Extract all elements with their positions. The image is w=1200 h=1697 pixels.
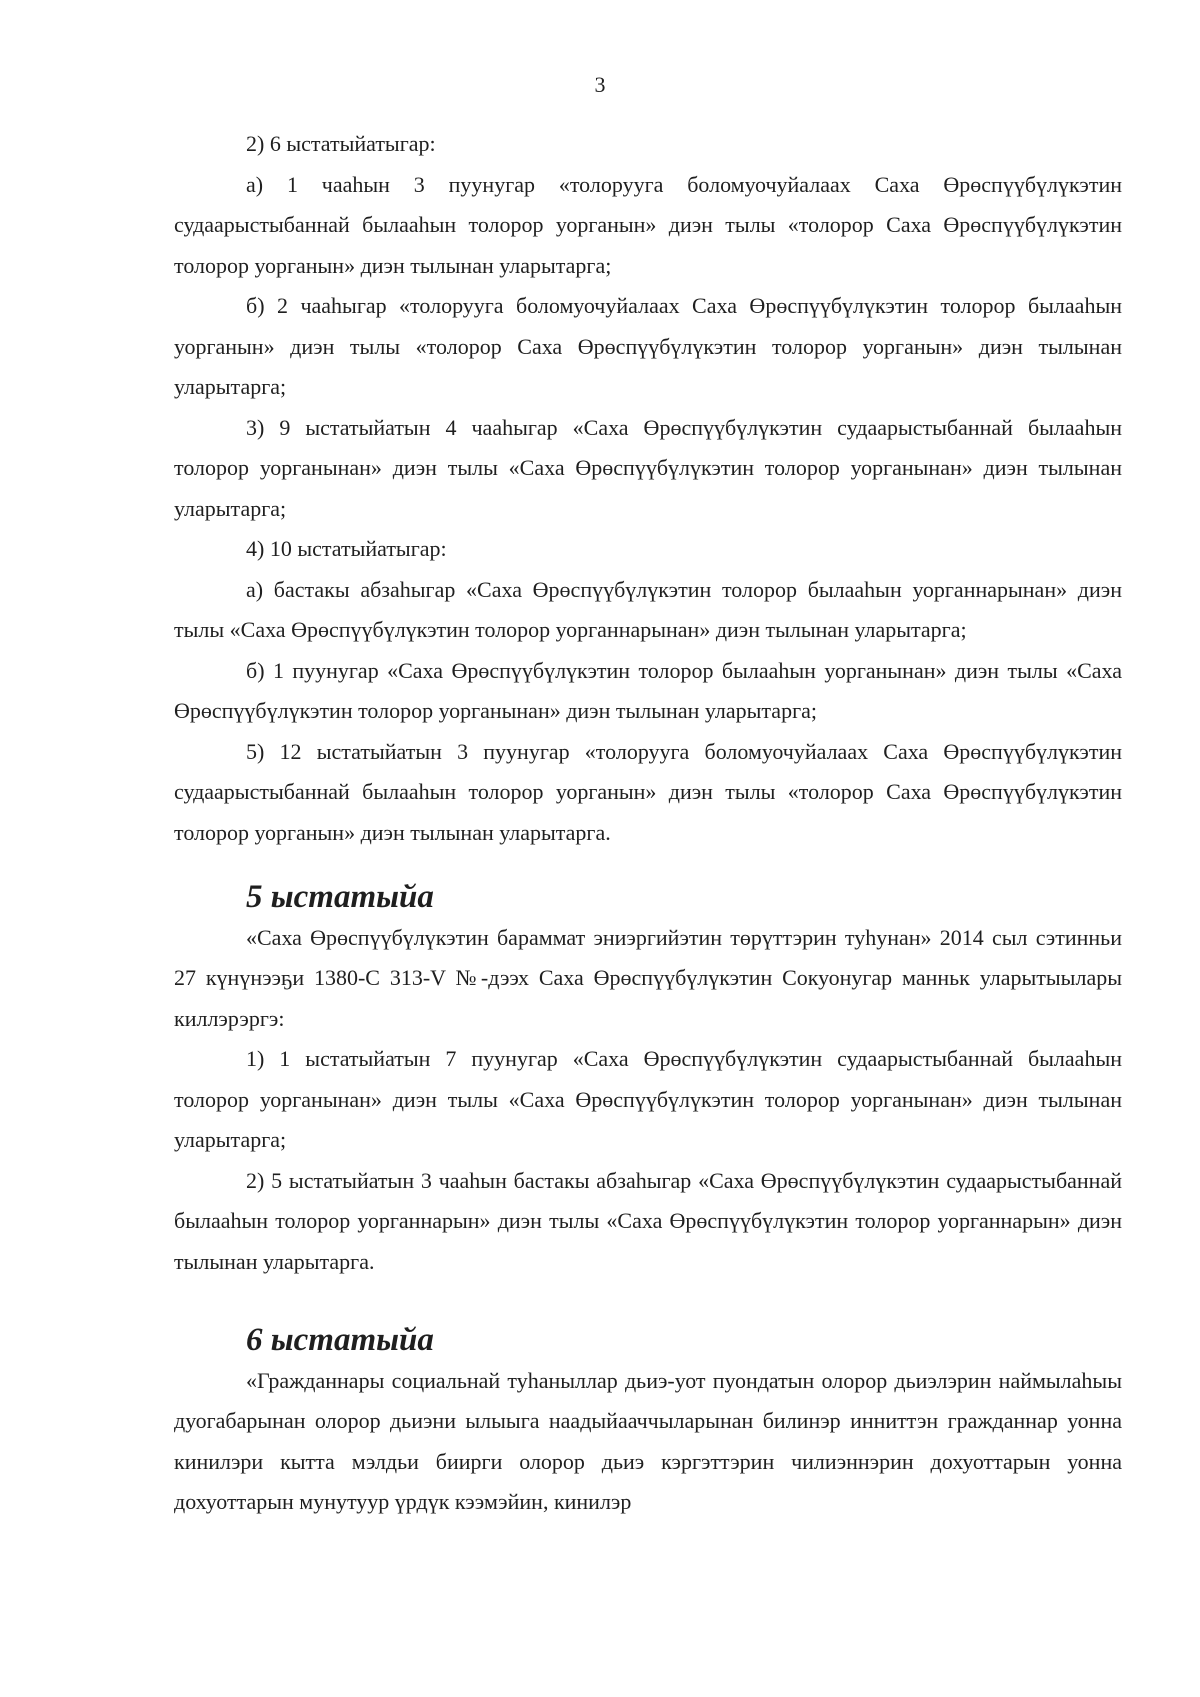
paragraph: а) бастакы абзаһыгар «Саха Өрөспүүбүлүкэтин толорор былааһын уорганнарынан» диэн тылы «Саха Өрөспүүбүлүкэтин толорор уорганнарынан» диэн тылынан уларытарга; <box>174 576 1122 642</box>
paragraph: «Саха Өрөспүүбүлүкэтин бараммат эниэргийэтин төрүттэрин туһунан» 2014 сыл сэтинньи 27 күнүнээҕи 1380-С 313-V №-дээх Саха Өрөспүүбүлүкэтин Сокуонугар манньк уларытыылары киллэрэргэ: <box>174 924 1122 1031</box>
paragraph: 2) 5 ыстатыйатын 3 чааһын бастакы абзаһыгар «Саха Өрөспүүбүлүкэтин судаарыстыбаннай былааһын толорор уорганнарын» диэн тылы «Саха Өрөспүүбүлүкэтин толорор уорганнарын» диэн тылынан уларытарга. <box>174 1167 1122 1274</box>
paragraph: 4) 10 ыстатыйатыгар: <box>246 536 447 561</box>
document-body <box>174 124 1122 1523</box>
paragraph: 5) 12 ыстатыйатын 3 пуунугар «толорууга боломуочуйалаах Саха Өрөспүүбүлүкэтин судаарыстыбаннай былааһын толорор уорганын» диэн тылы «толорор Саха Өрөспүүбүлүкэтин толорор уорганын» диэн тылынан уларытарга. <box>174 738 1122 845</box>
article-heading: 6 ыстатыйа <box>246 1322 434 1358</box>
paragraph: «Гражданнары социальнай туһаныллар дьиэ-уот пуондатын олорор дьиэлэрин наймылаһыы дуогабарынан олорор дьиэни ылыыга наадыйааччыларынан билинэр инниттэн гражданнар уонна кинилэри кытта мэлдьи биирги олорор дьиэ кэргэттэрин чилиэннэрин дохуоттарын уонна дохуоттарын мунутуур үрдүк кээмэйин, кинилэр <box>174 1367 1122 1514</box>
page-number: 3 <box>594 72 606 97</box>
paragraph: б) 1 пуунугар «Саха Өрөспүүбүлүкэтин толорор былааһын уорганынан» диэн тылы «Саха Өрөспүүбүлүкэтин толорор уорганынан» диэн тылынан уларытарга; <box>174 657 1122 723</box>
paragraph: 2) 6 ыстатыйатыгар: <box>246 131 436 156</box>
paragraph: б) 2 чааһыгар «толорууга боломуочуйалаах Саха Өрөспүүбүлүкэтин толорор былааһын уорганын» диэн тылы «толорор Саха Өрөспүүбүлүкэтин толорор уорганын» диэн тылынан уларытарга; <box>174 293 1122 399</box>
paragraph: 1) 1 ыстатыйатын 7 пуунугар «Саха Өрөспүүбүлүкэтин судаарыстыбаннай былааһын толорор уорганынан» диэн тылы «Саха Өрөспүүбүлүкэтин толорор уорганынан» диэн тылынан уларытарга; <box>174 1046 1122 1152</box>
paragraph: а) 1 чааһын 3 пуунугар «толорууга боломуочуйалаах Саха Өрөспүүбүлүкэтин судаарыстыбаннай былааһын толорор уорганын» диэн тылы «толорор Саха Өрөспүүбүлүкэтин толорор уорганын» диэн тылынан уларытарга; <box>174 171 1122 278</box>
article-heading: 5 ыстатыйа <box>246 879 434 915</box>
paragraph: 3) 9 ыстатыйатын 4 чааһыгар «Саха Өрөспүүбүлүкэтин судаарыстыбаннай былааһын толорор уорганынан» диэн тылы «Саха Өрөспүүбүлүкэтин толорор уорганынан» диэн тылынан уларытарга; <box>174 414 1122 521</box>
